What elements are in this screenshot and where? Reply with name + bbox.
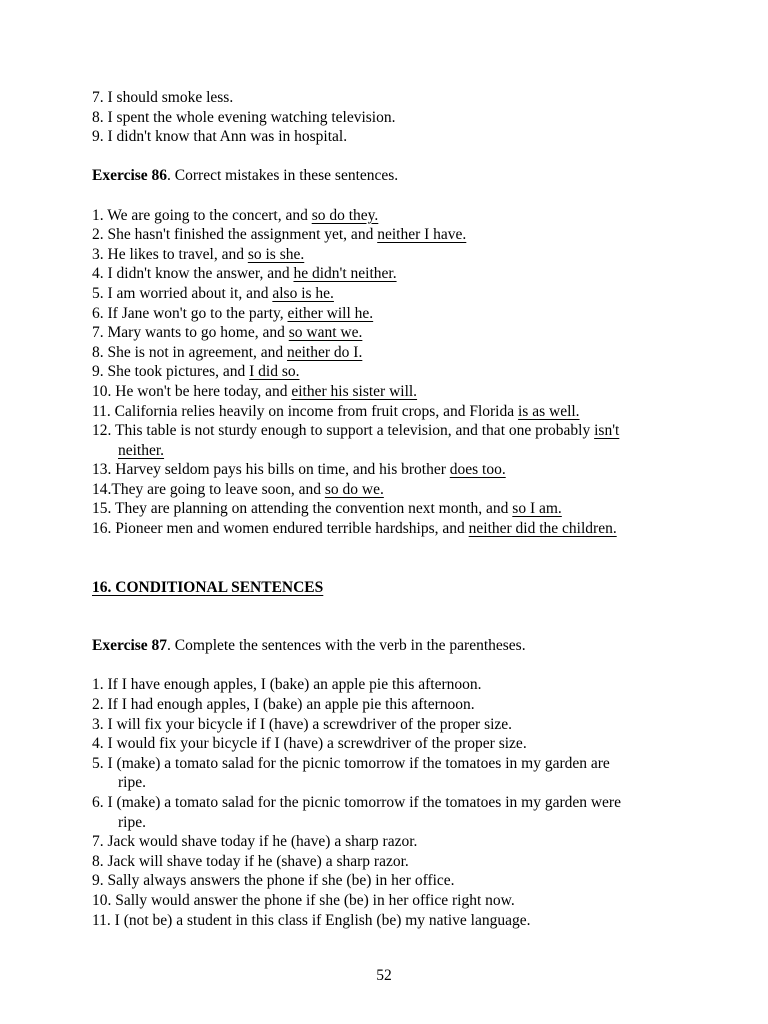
exercise-86-item: [92, 460, 722, 480]
exercise-86-item: [92, 421, 722, 441]
item-text: 11. California relies heavily on income from fruit crops, and Florida: [92, 402, 518, 420]
exercise-86-instruction: . Correct mistakes in these sentences.: [167, 167, 399, 185]
item-underlined-phrase: so I am.: [512, 500, 562, 518]
item-text: 15. They are planning on attending the convention next month, and: [92, 500, 513, 518]
item-underlined-phrase: he didn't neither.: [293, 265, 397, 283]
exercise-87-instruction: . Complete the sentences with the verb in the parentheses.: [167, 637, 526, 655]
item-underlined-phrase: also is he.: [272, 284, 334, 302]
item-text: 6. If Jane won't go to the party,: [92, 304, 288, 322]
section-heading: 16. CONDITIONAL SENTENCES: [92, 578, 324, 596]
item-underlined-phrase: neither.: [118, 441, 165, 459]
item-text: 3. He likes to travel, and: [92, 245, 248, 263]
exercise-86-item: [92, 304, 722, 324]
item-text: 4. I didn't know the answer, and: [92, 265, 294, 283]
item-underlined-phrase: so do they.: [311, 206, 379, 224]
item-underlined-phrase: does too.: [449, 461, 506, 479]
exercise-87-item: 9. Sally always answers the phone if she (be) in her office.: [92, 872, 455, 890]
item-text: 7. Mary wants to go home, and: [92, 324, 289, 342]
item-text: 16. Pioneer men and women endured terrible hardships, and: [92, 520, 469, 538]
exercise-86-item: [92, 480, 722, 500]
exercise-86-item: [92, 245, 722, 265]
item-underlined-phrase: either his sister will.: [291, 382, 418, 400]
exercise-87-item: 6. I (make) a tomato salad for the picnic tomorrow if the tomatoes in my garden were: [92, 794, 621, 811]
exercise-87-item: 8. Jack will shave today if he (shave) a sharp razor.: [92, 852, 409, 870]
exercise-87-item: 5. I (make) a tomato salad for the picnic tomorrow if the tomatoes in my garden are: [92, 754, 610, 772]
item-text: 13. Harvey seldom pays his bills on time, and his brother: [92, 461, 450, 479]
exercise-87-heading: [92, 636, 722, 656]
item-underlined-phrase: so want we.: [288, 324, 363, 342]
document-page: [92, 88, 722, 930]
exercise-87-item: 10. Sally would answer the phone if she (be) in her office right now.: [92, 891, 515, 909]
exercise-87-item: 7. Jack would shave today if he (have) a sharp razor.: [92, 833, 418, 851]
exercise-87-item: 4. I would fix your bicycle if I (have) a screwdriver of the proper size.: [92, 735, 527, 753]
exercise-87-item-continuation: ripe.: [118, 813, 146, 831]
exercise-86-item: [92, 402, 722, 422]
item-text: 14.They are going to leave soon, and: [92, 480, 325, 498]
exercise-86-label: Exercise 86: [92, 167, 168, 185]
item-underlined-phrase: I did so.: [249, 363, 300, 381]
exercise-86-item: [92, 323, 722, 343]
exercise-86-item: [92, 225, 722, 245]
item-underlined-phrase: so is she.: [247, 245, 305, 263]
exercise-87-item: 2. If I had enough apples, I (bake) an apple pie this afternoon.: [92, 696, 475, 714]
exercise-87-label: Exercise 87: [92, 637, 168, 655]
exercise-86-item: [92, 362, 722, 382]
intro-item: 9. I didn't know that Ann was in hospital.: [92, 128, 348, 146]
exercise-86-heading: [92, 166, 722, 186]
exercise-86-item: [92, 284, 722, 304]
item-text: 12. This table is not sturdy enough to support a television, and that one probably: [92, 422, 595, 440]
item-text: 5. I am worried about it, and: [92, 284, 273, 302]
exercise-86-item: [92, 264, 722, 284]
item-text: 10. He won't be here today, and: [92, 382, 292, 400]
item-underlined-phrase: is as well.: [518, 402, 580, 420]
exercise-86-item: [92, 206, 722, 226]
exercise-87-item: 11. I (not be) a student in this class if English (be) my native language.: [92, 911, 531, 929]
exercise-86-item: [92, 382, 722, 402]
item-underlined-phrase: either will he.: [287, 304, 374, 322]
intro-item: 8. I spent the whole evening watching television.: [92, 108, 396, 126]
exercise-86-item: [92, 519, 722, 539]
exercise-87-item: 1. If I have enough apples, I (bake) an apple pie this afternoon.: [92, 676, 482, 694]
item-text: 1. We are going to the concert, and: [92, 206, 312, 224]
page-number: 52: [376, 967, 392, 984]
item-text: 2. She hasn't finished the assignment yet, and: [92, 226, 378, 244]
exercise-86-item-continuation: [92, 441, 722, 461]
item-text: 9. She took pictures, and: [92, 363, 250, 381]
item-underlined-phrase: neither do I.: [287, 343, 363, 361]
intro-item: 7. I should smoke less.: [92, 89, 234, 106]
item-underlined-phrase: so do we.: [324, 480, 384, 498]
item-text: 8. She is not in agreement, and: [92, 343, 287, 361]
exercise-87-item: 3. I will fix your bicycle if I (have) a screwdriver of the proper size.: [92, 715, 513, 733]
exercise-86-item: [92, 499, 722, 519]
item-underlined-phrase: isn't: [594, 422, 620, 440]
exercise-86-item: [92, 343, 722, 363]
item-underlined-phrase: neither I have.: [377, 226, 467, 244]
exercise-87-item-continuation: ripe.: [118, 774, 146, 792]
item-underlined-phrase: neither did the children.: [468, 520, 617, 538]
